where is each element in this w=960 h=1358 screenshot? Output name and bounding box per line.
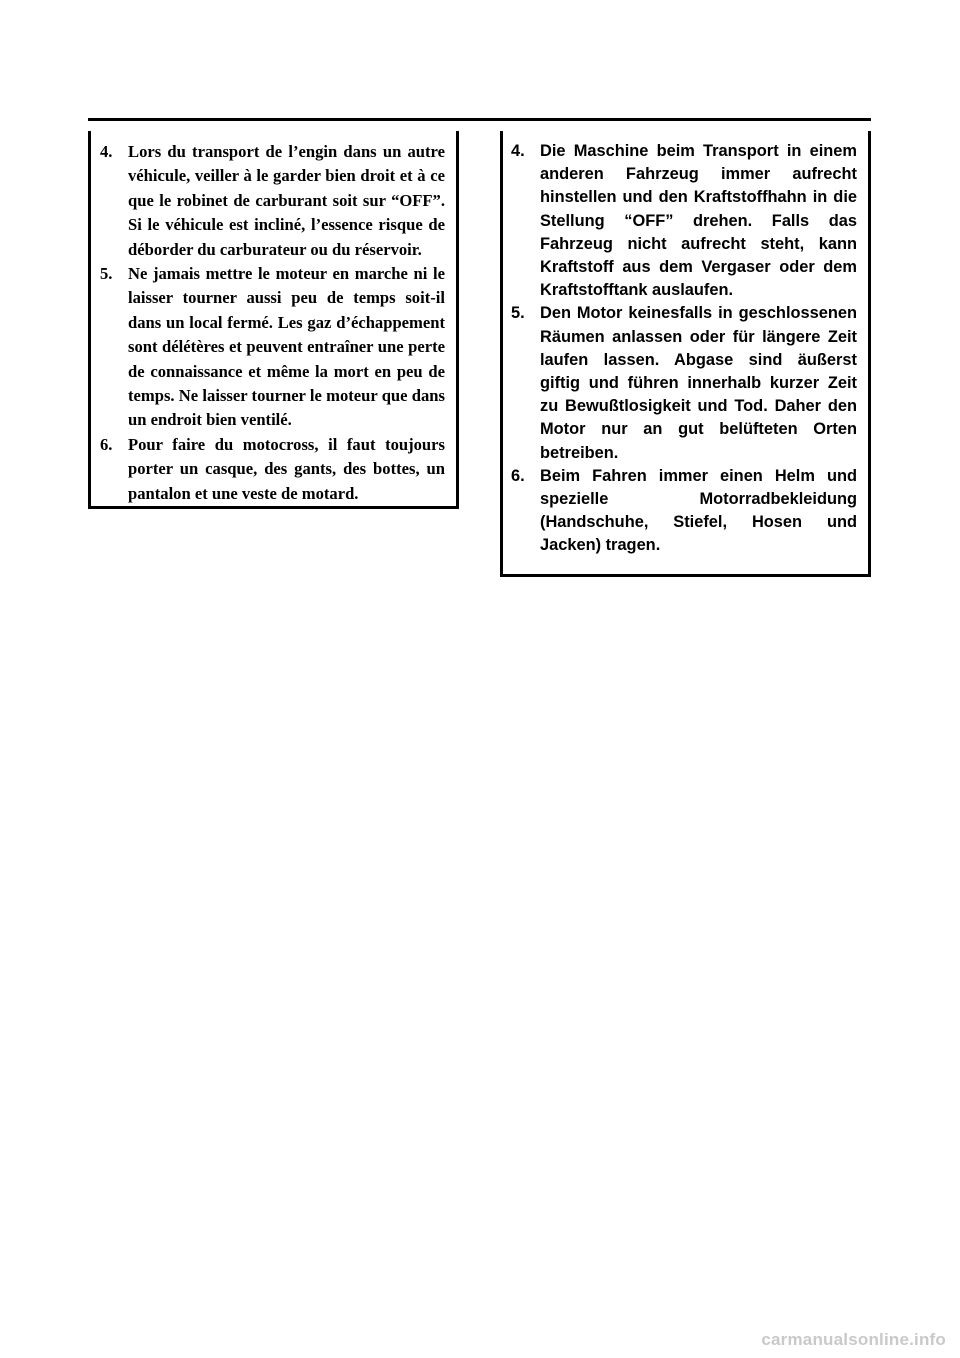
item-text: Beim Fahren immer einen Helm und spezielle Motorradbekleidung (Handschuhe, Stiefel, Hosen und Jacken) tragen. bbox=[540, 466, 857, 555]
item-number: 5. bbox=[511, 304, 525, 323]
item-text: Pour faire du motocross, il faut toujours porter un casque, des gants, des bottes, un pantalon et une veste de motard. bbox=[128, 434, 445, 503]
list-item bbox=[511, 140, 857, 302]
item-text: Ne jamais mettre le moteur en marche ni le laisser tourner aussi peu de temps soit-il dans un local fermé. Les gaz d’échappement sont délétères et peuvent entraîner une perte de connaissance et même la mort en peu de temps. Ne laisser tourner le moteur que dans un endroit bien ventilé. bbox=[128, 264, 445, 430]
list-item bbox=[511, 302, 857, 464]
item-number: 6. bbox=[511, 466, 525, 485]
item-text: Lors du transport de l’engin dans un autre véhicule, veiller à le garder bien droit et à ce que le robinet de carburant soit sur “OFF”. Si le véhicule est incliné, l’essence risque de déborder du carburateur ou du réservoir. bbox=[128, 142, 445, 259]
item-number: 5. bbox=[100, 264, 113, 284]
list-item bbox=[100, 433, 445, 506]
warning-box-french bbox=[88, 131, 459, 509]
item-number: 4. bbox=[511, 142, 525, 160]
item-text: Den Motor keinesfalls in geschlossenen Räumen anlassen oder für längere Zeit laufen lassen. Abgase sind äußerst giftig und führen innerhalb kurzer Zeit zu Bewußtlosigkeit und Tod. Daher den Motor nur an gut belüfteten Orten betreiben. bbox=[540, 304, 857, 462]
item-number: 6. bbox=[100, 434, 113, 454]
top-rule bbox=[88, 118, 871, 121]
watermark: carmanualsonline.info bbox=[761, 1330, 946, 1349]
warning-box-german bbox=[500, 131, 871, 577]
list-item bbox=[100, 140, 445, 262]
list-item bbox=[511, 465, 857, 558]
list-item bbox=[100, 262, 445, 433]
item-number: 4. bbox=[100, 142, 113, 161]
item-text: Die Maschine beim Transport in einem anderen Fahrzeug immer aufrecht hinstellen und den Kraftstoffhahn in die Stellung “OFF” drehen. Falls das Fahrzeug nicht aufrecht steht, kann Kraftstoff aus dem Vergaser oder dem Kraftstofftank auslaufen. bbox=[540, 142, 857, 300]
